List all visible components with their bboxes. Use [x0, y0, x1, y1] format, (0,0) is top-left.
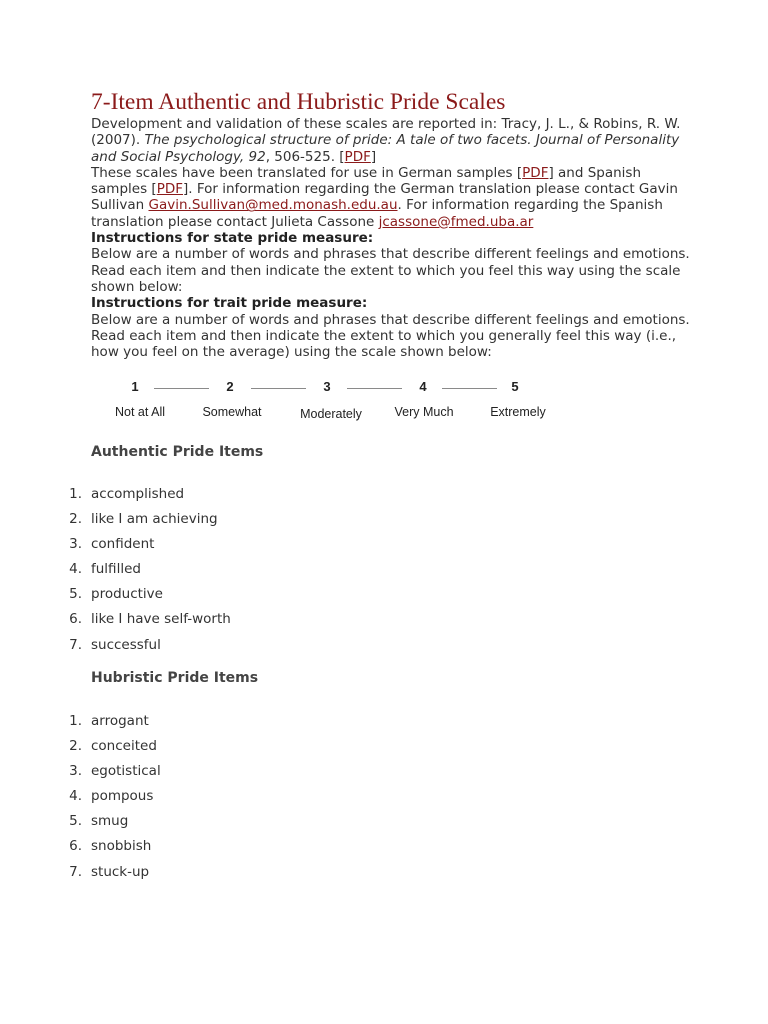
spanish-contact-email-link[interactable]: jcassone@fmed.uba.ar — [378, 213, 534, 230]
page-title: 7-Item Authentic and Hubristic Pride Scales — [91, 89, 506, 115]
scale-connector — [347, 388, 402, 389]
state-instructions-heading: Instructions for state pride measure: — [91, 230, 374, 247]
document-page: 7-Item Authentic and Hubristic Pride Scales Development and validation of these scales are reported in: Tracy, J. L., & Robins, R. W. (2007). The psychological structure of pride: A tale of two facets. Journal of Personality and Social Psychology, 92, 506-525. [PDF] These scales have been translated for use in German samples [PDF] and Spanish samples [PDF]. For information regarding the German translation please contact Gavin Sullivan Gavin.Sullivan@med.monash.edu.au. For information regarding the Spanish translation please contact Julieta Cassone jcassone@fmed.uba.ar Instructions for state pride measure: Below are a number of words and phrases that describe different feelings and emotions. Read each item and then indicate the extent to which you feel this way using the scale shown below: Instructions for trait pride measure: Below are a number of words and phrases that describe different feelings and emotions. Read each item and then indicate the extent to which you generally feel this way (i.e., how you feel on the average) using the scale shown below: 1 2 3 4 5 Not at All Somewhat Moderately Very Much Extremely Authentic Pride Items 1. accomplished 2. like I am achieving 3. confident 4. fulfilled 5. productive 6. like I have self-worth 7. successful Hubristic Pride Items 1. arrogant 2. conceited 3. egotistical 4. pompous 5. smug 6. snobbish 7. stuck-up — [0, 0, 768, 1024]
translation-text-2: ] and Spanish samples [ — [91, 164, 642, 198]
german-pdf-link[interactable]: PDF — [522, 164, 549, 181]
scale-number-5: 5 — [511, 379, 519, 394]
german-contact-email-link[interactable]: Gavin.Sullivan@med.monash.edu.au — [148, 197, 398, 214]
citation-paragraph — [91, 116, 691, 165]
translation-paragraph — [91, 165, 691, 230]
scale-label-1: Not at All — [114, 405, 166, 419]
citation-pdf-link[interactable]: PDF — [344, 148, 371, 165]
scale-connector — [442, 388, 497, 389]
scale-connector — [251, 388, 306, 389]
hubristic-section-heading: Hubristic Pride Items — [91, 670, 259, 686]
scale-connector — [154, 388, 209, 389]
scale-label-5: Extremely — [490, 405, 546, 419]
translation-text-3: ]. For information regarding the German translation please contact Gavin Sullivan — [91, 181, 678, 214]
citation-bracket: ] — [370, 148, 377, 165]
state-instructions-text: Below are a number of words and phrases that describe different feelings and emotions. Read each item and then indicate the extent to which you feel this way using the scale shown below: — [91, 246, 690, 295]
citation-text: Development and validation of these scales are reported in: Tracy, J. L., & Robins, R. W. (2007). — [91, 116, 681, 149]
translation-text: These scales have been translated for use in German samples [ — [91, 164, 523, 181]
citation-pages: , 506-525. [ — [265, 148, 345, 165]
scale-label-2: Somewhat — [202, 405, 262, 419]
rating-scale — [100, 376, 570, 426]
scale-number-2: 2 — [226, 379, 234, 394]
trait-instructions-text: Below are a number of words and phrases that describe different feelings and emotions. Read each item and then indicate the extent to which you generally feel this way (i.e., how you feel on the average) using the scale shown below: — [91, 311, 690, 361]
spanish-pdf-link[interactable]: PDF — [156, 181, 183, 198]
scale-label-4: Very Much — [394, 405, 454, 419]
trait-instructions-heading: Instructions for trait pride measure: — [91, 295, 368, 312]
scale-number-1: 1 — [131, 379, 139, 394]
intro-section — [91, 116, 691, 360]
authentic-section-heading: Authentic Pride Items — [91, 444, 264, 460]
scale-label-3: Moderately — [300, 407, 362, 421]
scale-number-3: 3 — [323, 379, 331, 394]
citation-title: The psychological structure of pride: A tale of two facets. Journal of Personality and Social Psychology, 92 — [91, 132, 680, 165]
scale-number-4: 4 — [419, 379, 427, 394]
translation-text-4: . For information regarding the Spanish translation please contact Julieta Cassone — [91, 197, 663, 230]
